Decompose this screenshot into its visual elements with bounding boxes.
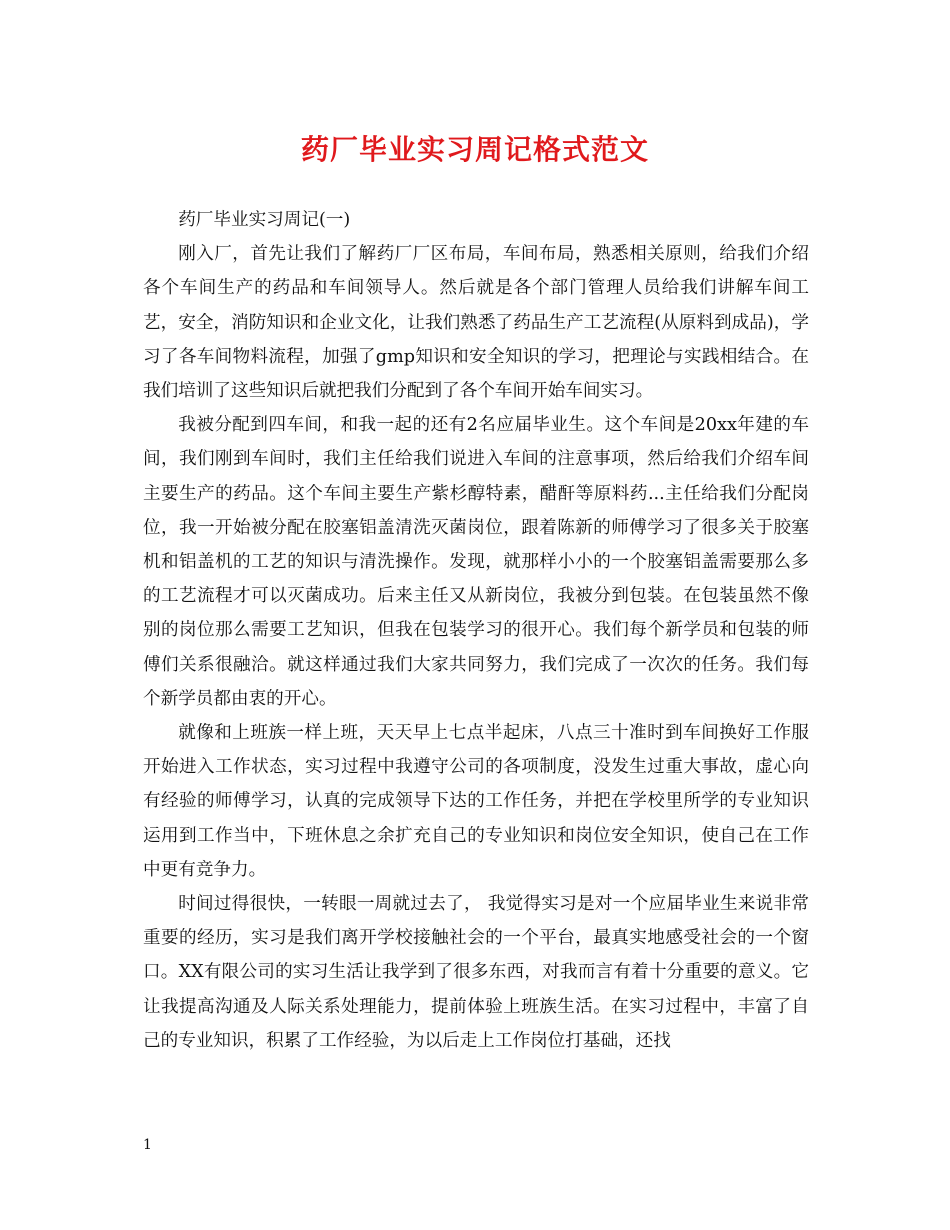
section-heading: 药厂毕业实习周记(一) bbox=[178, 210, 351, 230]
page-number: 1 bbox=[143, 1137, 152, 1153]
document-body bbox=[143, 203, 809, 1058]
body-paragraph: 就像和上班族一样上班，天天早上七点半起床，八点三十准时到车间换好工作服开始进入工作状态，实习过程中我遵守公司的各项制度，没发生过重大事故，虚心向有经验的师傅学习，认真的完成领导下达的工作任务，并把在学校里所学的专业知识运用到工作当中，下班休息之余扩充自己的专业知识和岗位安全知识，使自己在工作中更有竞争力。 bbox=[143, 723, 809, 880]
document-title: 药厂毕业实习周记格式范文 bbox=[300, 133, 649, 166]
body-paragraph: 刚入厂，首先让我们了解药厂厂区布局，车间布局，熟悉相关原则，给我们介绍各个车间生产的药品和车间领导人。然后就是各个部门管理人员给我们讲解车间工艺，安全，消防知识和企业文化，让我们熟悉了药品生产工艺流程(从原料到成品)，学习了各车间物料流程，加强了gmp知识和安全知识的学习，把理论与实践相结合。在我们培训了这些知识后就把我们分配到了各个车间开始车间实习。 bbox=[143, 244, 809, 402]
body-paragraph: 我被分配到四车间，和我一起的还有2名应届毕业生。这个车间是20xx年建的车间，我们刚到车间时，我们主任给我们说进入车间的注意事项，然后给我们介绍车间主要生产的药品。这个车间主要生产紫杉醇特素，醋酐等原料药...主任给我们分配岗位，我一开始被分配在胶塞铝盖清洗灭菌岗位，跟着陈新的师傅学习了很多关于胶塞机和铝盖机的工艺的知识与清洗操作。发现，就那样小小的一个胶塞铝盖需要那么多的工艺流程才可以灭菌成功。后来主任又从新岗位，我被分到包装。在包装虽然不像别的岗位那么需要工艺知识，但我在包装学习的很开心。我们每个新学员和包装的师傅们关系很融洽。就这样通过我们大家共同努力，我们完成了一次次的任务。我们每个新学员都由衷的开心。 bbox=[143, 415, 809, 709]
body-paragraph: 时间过得很快，一转眼一周就过去了， 我觉得实习是对一个应届毕业生来说非常重要的经历，实习是我们离开学校接触社会的一个平台，最真实地感受社会的一个窗口。XX有限公司的实习生活让我学到了很多东西，对我而言有着十分重要的意义。它让我提高沟通及人际关系处理能力，提前体验上班族生活。在实习过程中，丰富了自己的专业知识，积累了工作经验，为以后走上工作岗位打基础，还找 bbox=[143, 894, 809, 1051]
